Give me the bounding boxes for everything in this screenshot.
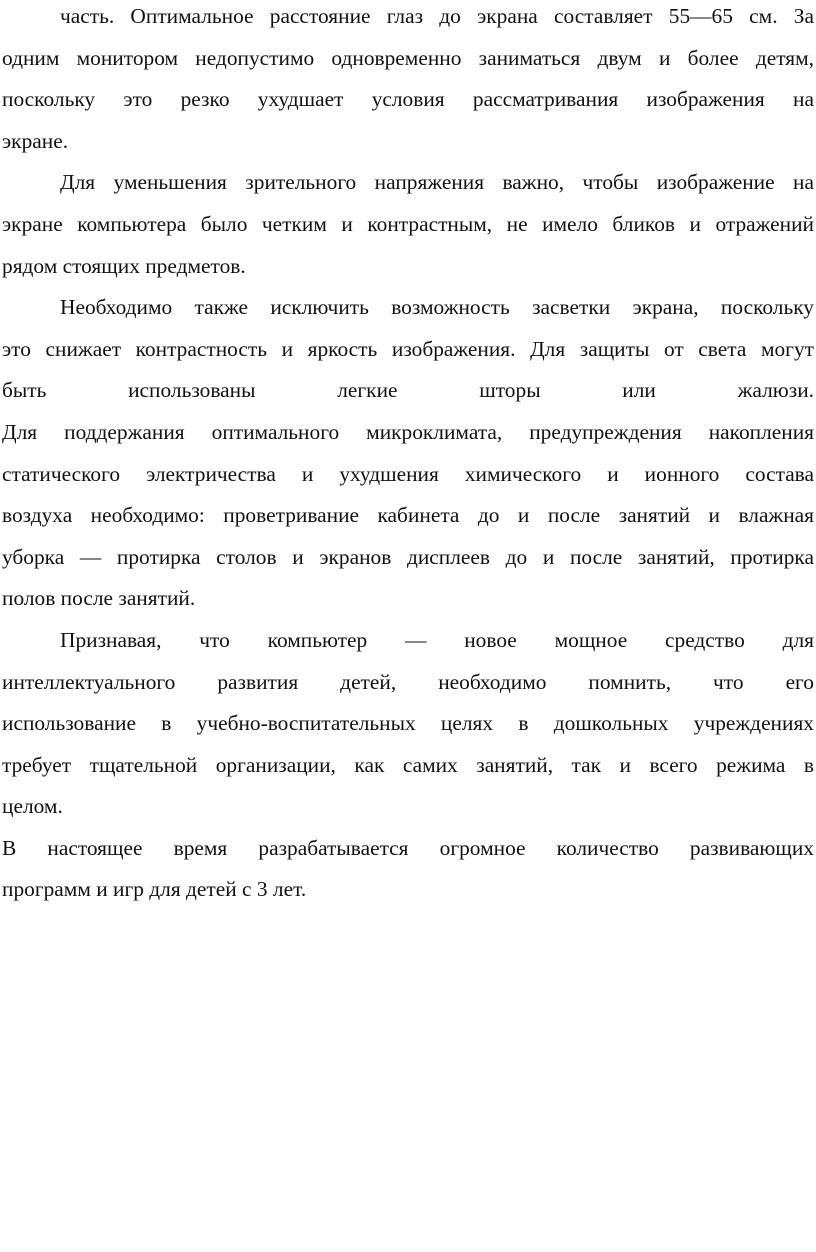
text-line: полов после занятий. [2, 586, 196, 611]
paragraph-viewing-distance [2, 0, 814, 162]
text-line: Для поддержания оптимального микроклимата, предупреждения накопления [2, 419, 814, 444]
text-line: требует тщательной организации, как самих занятий, так и всего режима в [2, 752, 814, 777]
text-line: экране. [2, 128, 69, 153]
text-line: В настоящее время разрабатывается огромное количество развивающих [2, 835, 814, 860]
text-line: рядом стоящих предметов. [2, 253, 246, 278]
paragraph-developing-programs [2, 828, 814, 911]
text-line: использование в учебно-воспитательных целях в дошкольных учреждениях [2, 711, 814, 736]
text-line: одним монитором недопустимо одновременно заниматься двум и более детям, [2, 45, 814, 70]
paragraph-screen-glare [2, 287, 814, 620]
text-line: поскольку это резко ухудшает условия рассматривания изображения на [2, 87, 814, 112]
text-line: экране компьютера было четким и контрастным, не имело бликов и отражений [2, 211, 814, 236]
text-line: целом. [2, 794, 63, 819]
text-line: интеллектуального развития детей, необходимо помнить, что его [2, 669, 814, 694]
text-line: уборка — протирка столов и экранов дисплеев до и после занятий, протирка [2, 544, 814, 569]
paragraph-computer-development [2, 620, 814, 828]
text-line: статического электричества и ухудшения химического и ионного состава [2, 461, 814, 486]
text-line: Необходимо также исключить возможность засветки экрана, поскольку [60, 295, 814, 320]
text-line: Для уменьшения зрительного напряжения важно, чтобы изображение на [60, 170, 814, 195]
text-line: воздуха необходимо: проветривание кабинета до и после занятий и влажная [2, 503, 814, 528]
text-line: Признавая, что компьютер — новое мощное средство для [60, 627, 814, 652]
text-line: быть использованы легкие шторы или жалюзи. [2, 378, 814, 403]
text-line: это снижает контрастность и яркость изображения. Для защиты от света могут [2, 336, 814, 361]
text-line: программ и игр для детей с 3 лет. [2, 877, 307, 902]
text-line: часть. Оптимальное расстояние глаз до экрана составляет 55—65 см. За [60, 4, 814, 28]
paragraph-visual-strain [2, 162, 814, 287]
